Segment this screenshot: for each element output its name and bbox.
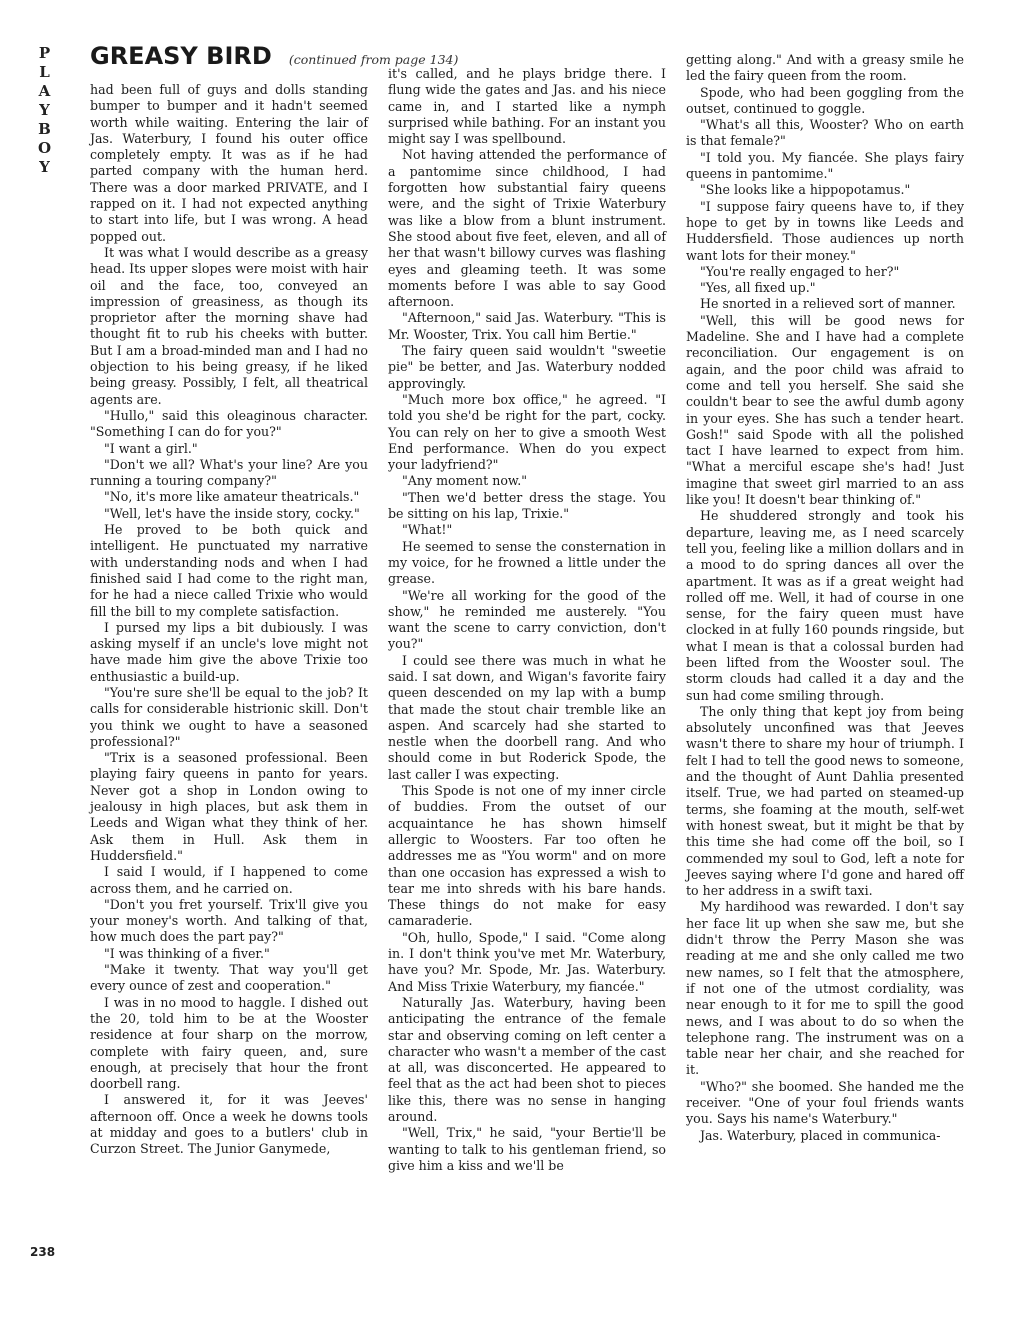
paragraph: "She looks like a hippopotamus.": [700, 182, 911, 198]
paragraph: Not having attended the performance of a pantomime since childhood, I had forgotten how substantial fairy queens were, and the sight of Trixie Waterbury was like a blow from a blunt instrument. She stood about five feet, eleven, and all of her that wasn't billowy curves was flashing eyes and gleaming teeth. It was some moments before I was able to say Good afternoon.: [388, 147, 666, 310]
paragraph: "Trix is a seasoned professional. Been playing fairy queens in panto for years. Never got a shop in London owing to jealousy in high places, but ask them in Leeds and Wigan what they think of her. Ask them in Hull. Ask them in Huddersfield.": [90, 750, 368, 863]
paragraph: "No, it's more like amateur theatricals.": [104, 489, 360, 505]
paragraph: "Much more box office," he agreed. "I told you she'd be right for the part, cocky. You can rely on her to give a smooth West End performance. When do you expect your ladyfriend?": [388, 391, 666, 473]
paragraph: He proved to be both quick and intelligent. He punctuated my narrative with understanding nods and when I had finished said I had come to the right man, for he had a niece called Trixie who would fill the bill to my complete satisfaction.: [90, 522, 368, 619]
paragraph: getting along." And with a greasy smile he led the fairy queen from the room.: [686, 52, 964, 84]
paragraph: He snorted in a relieved sort of manner.: [700, 296, 956, 312]
paragraph: "Yes, all fixed up.": [700, 280, 816, 296]
paragraph: The only thing that kept joy from being absolutely unconfined was that Jeeves wasn't there to share my hour of triumph. I felt I had to tell the good news to someone, and the thought of Aunt Dahlia presented itself. True, we had parted on steamed-up terms, she foaming at the mouth, self-wet with honest sweat, but it might be that by this time she had come off the boil, so I commended my soul to God, left a note for Jeeves saying where I'd gone and hared off to her address in a swift taxi.: [686, 703, 964, 899]
paragraph: He shuddered strongly and took his departure, leaving me, as I need scarcely tell you, feeling like a million dollars and in a mood to do spring dances all over the apartment. It was as if a great weight had rolled off me. Well, it had of course in one sense, for the fairy queen must have clocked in at fully 160 pounds ringside, but what I mean is that a colossal burden had been lifted from the Wooster soul. The storm clouds had called it a day and the sun had come smiling through.: [686, 508, 964, 703]
paragraph: "Afternoon," said Jas. Waterbury. "This is Mr. Wooster, Trix. You call him Bertie.": [388, 310, 666, 342]
text-column-3: [686, 52, 964, 1144]
paragraph: It was what I would describe as a greasy head. Its upper slopes were moist with hair oil and the face, too, conveyed an impression of greasiness, as though its proprietor after the morning shave had thought fit to rub his cheeks with butter. But I am a broad-minded man and I had no objection to his being greasy, if he liked being greasy. Possibly, I felt, all theatrical agents are.: [90, 244, 368, 407]
paragraph: "You're sure she'll be equal to the job? It calls for considerable histrionic skill. Don't you think we ought to have a seasoned professional?": [90, 684, 368, 749]
paragraph: "Don't you fret yourself. Trix'll give you your money's worth. And talking of that, how much does the part pay?": [90, 896, 368, 945]
masthead-letter: B: [38, 120, 52, 138]
masthead-letter: L: [39, 63, 51, 81]
paragraph: "Oh, hullo, Spode," I said. "Come along in. I don't think you've met Mr. Waterbury, have you? Mr. Spode, Mr. Jas. Waterbury. And Miss Trixie Waterbury, my fiancée.": [388, 929, 666, 994]
paragraph: "Well, this will be good news for Madeline. She and I have had a complete reconciliation. Our engagement is on again, and the poor child was afraid to come and tell you herself. She said she couldn't bear to see the awful dumb agony in your eyes. She has such a tender heart. Gosh!" said Spode with all the polished tact I have learned to expect from him. "What a merciful escape she's had! Just imagine that sweet girl married to an ass like you! It doesn't bear thinking of.": [686, 312, 964, 508]
paragraph: had been full of guys and dolls standing bumper to bumper and it hadn't seemed worth while waiting. Entering the lair of Jas. Waterbury, I found his outer office completely empty. It was as if he had parted company with the human herd. There was a door marked PRIVATE, and I rapped on it. I had not expected anything to start into life, but I was wrong. A head popped out.: [90, 82, 368, 244]
paragraph: "I suppose fairy queens have to, if they hope to get by in towns like Leeds and Huddersfield. Those audiences up north want lots for their money.": [686, 198, 964, 263]
paragraph: Naturally Jas. Waterbury, having been anticipating the entrance of the female star and observing coming on left center a character who wasn't a member of the cast at all, was disconcerted. He appeared to feel that as the act had been shot to pieces like this, there was no sense in hanging around.: [388, 994, 666, 1124]
paragraph: "Who?" she boomed. She handed me the receiver. "One of your foul friends wants you. Says his name's Waterbury.": [686, 1078, 964, 1127]
paragraph: I answered it, for it was Jeeves' afternoon off. Once a week he downs tools at midday and goes to a butlers' club in Curzon Street. The Junior Ganymede,: [90, 1092, 368, 1157]
text-column-1: [90, 82, 368, 1158]
masthead-letter: O: [37, 139, 53, 157]
paragraph: I could see there was much in what he said. I sat down, and Wigan's favorite fairy queen descended on my lap with a bump that made the stout chair tremble like an aspen. And scarcely had she started to nestle when the doorbell rang. And who should come in but Roderick Spode, the last caller I was expecting.: [388, 652, 666, 782]
paragraph: "Then we'd better dress the stage. You be sitting on his lap, Trixie.": [388, 489, 666, 522]
paragraph: "I want a girl.": [104, 440, 198, 456]
page-number: 238: [30, 1245, 56, 1259]
article-title: GREASY BIRD: [90, 42, 272, 70]
masthead-letter: P: [38, 44, 52, 62]
paragraph: This Spode is not one of my inner circle of buddies. From the outset of our acquaintance he has shown himself allergic to Woosters. Far too often he addresses me as "You worm" and on more than one occasion has expressed a wish to tear me into shreds with his bare hands. These things do not make for easy camaraderie.: [388, 783, 666, 929]
paragraph: My hardihood was rewarded. I don't say her face lit up when she saw me, but she didn't throw the Perry Mason she was reading at me and she only called me two new names, so I felt that the atmosphere, if not one of the utmost cordiality, was near enough to it for me to spill the good news, and I was about to do so when the telephone rang. The instrument was on a table near her chair, and she reached for it.: [686, 899, 964, 1078]
playboy-masthead: [28, 44, 62, 177]
text-column-2: [388, 66, 666, 1174]
paragraph: I was in no mood to haggle. I dished out the 20, told him to be at the Wooster residence at four sharp on the morrow, complete with fairy queen, and, sure enough, at precisely that hour the front doorbell rang.: [90, 994, 368, 1092]
paragraph: "Well, Trix," he said, "your Bertie'll be wanting to talk to his gentleman friend, so give him a kiss and we'll be: [388, 1125, 666, 1173]
paragraph: it's called, and he plays bridge there. I flung wide the gates and Jas. and his niece came in, and I started like a nymph surprised while bathing. For an instant you might say I was spellbound.: [388, 66, 666, 147]
paragraph: "Well, let's have the inside story, cocky.": [104, 505, 360, 521]
paragraph: "What's all this, Wooster? Who on earth is that female?": [686, 117, 964, 149]
continuation-note: (continued from page 134): [288, 52, 459, 67]
paragraph: "Make it twenty. That way you'll get every ounce of zest and cooperation.": [90, 962, 368, 994]
paragraph: "I was thinking of a fiver.": [104, 945, 270, 961]
paragraph: "We're all working for the good of the show," he reminded me austerely. "You want the scene to carry conviction, don't you?": [388, 587, 666, 652]
masthead-letter: A: [38, 82, 52, 100]
paragraph: "What!": [402, 522, 453, 538]
paragraph: "Hullo," said this oleaginous character. "Something I can do for you?": [90, 407, 368, 440]
paragraph: "You're really engaged to her?": [700, 263, 900, 279]
masthead-letter: Y: [39, 101, 51, 119]
paragraph: "I told you. My fiancée. She plays fairy queens in pantomime.": [686, 149, 964, 182]
paragraph: I pursed my lips a bit dubiously. I was asking myself if an uncle's love might not have made him give the above Trixie too enthusiastic a build-up.: [90, 619, 368, 684]
paragraph: The fairy queen said wouldn't "sweetie pie" be better, and Jas. Waterbury nodded approvingly.: [388, 343, 666, 391]
masthead-letter: Y: [39, 158, 51, 176]
paragraph: "Any moment now.": [402, 473, 527, 489]
paragraph: I said I would, if I happened to come across them, and he carried on.: [90, 864, 368, 896]
paragraph: "Don't we all? What's your line? Are you running a touring company?": [90, 456, 368, 489]
paragraph: Spode, who had been goggling from the outset, continued to goggle.: [686, 84, 964, 116]
paragraph: He seemed to sense the consternation in my voice, for he frowned a little under the grease.: [388, 538, 666, 587]
paragraph: Jas. Waterbury, placed in communica-: [700, 1127, 941, 1143]
